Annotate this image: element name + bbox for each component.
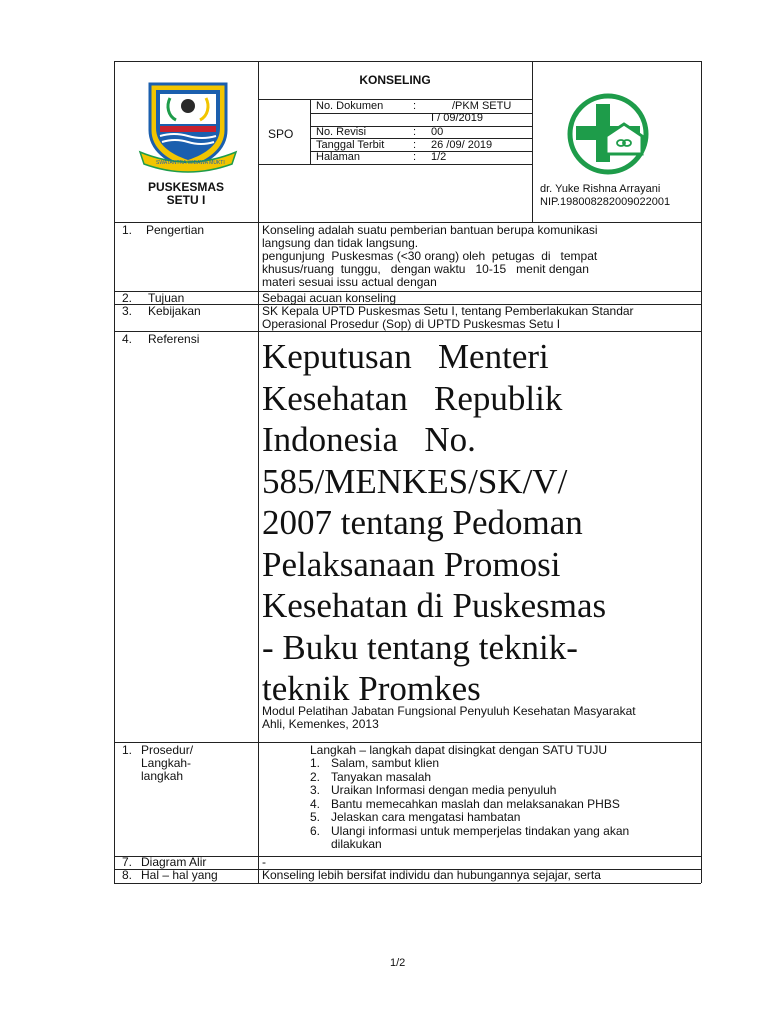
page-value: 1/2 bbox=[431, 151, 447, 163]
pengertian-line: khusus/ruang tunggu, dengan waktu 10-15 menit dengan bbox=[262, 262, 589, 276]
section-label: Kebijakan bbox=[148, 304, 201, 318]
doc-number-label: No. Dokumen bbox=[316, 100, 384, 112]
section-label: Langkah- bbox=[141, 756, 192, 770]
step-text: Uraikan Informasi dengan media penyuluh bbox=[331, 783, 557, 797]
section-number: 4. bbox=[122, 332, 133, 346]
prosedur-intro: Langkah – langkah dapat disingkat dengan SATU TUJU bbox=[310, 743, 608, 757]
issue-date-sep: : bbox=[413, 139, 417, 151]
step-number: 4. bbox=[310, 797, 321, 811]
org-name-line2: SETU I bbox=[166, 193, 206, 207]
section-label: Hal – hal yang bbox=[141, 868, 218, 882]
referensi-big-line: 2007 tentang Pedoman bbox=[262, 503, 583, 542]
doc-number-sep: : bbox=[413, 100, 417, 112]
page-label: Halaman bbox=[316, 151, 361, 163]
issue-date-label: Tanggal Terbit bbox=[316, 139, 385, 151]
page-number: 1/2 bbox=[390, 957, 406, 969]
section-label: Referensi bbox=[148, 332, 200, 346]
step-number: 1. bbox=[310, 756, 321, 770]
section-label: Diagram Alir bbox=[141, 855, 207, 869]
section-label: Tujuan bbox=[148, 291, 185, 305]
step-text: Bantu memecahkan maslah dan melaksanakan PHBS bbox=[331, 797, 620, 811]
signer-nip: NIP.198008282009022001 bbox=[540, 196, 671, 208]
referensi-big-line: Keputusan Menteri bbox=[262, 337, 549, 376]
pengertian-line: Konseling adalah suatu pemberian bantuan berupa komunikasi bbox=[262, 223, 598, 237]
referensi-big-line: Pelaksanaan Promosi bbox=[262, 544, 561, 584]
step-text: Ulangi informasi untuk memperjelas tindakan yang akan bbox=[331, 824, 630, 838]
step-text: Jelaskan cara mengatasi hambatan bbox=[331, 810, 521, 824]
step-number: 6. bbox=[310, 824, 321, 838]
referensi-big-line: 585/MENKES/SK/V/ bbox=[262, 461, 568, 501]
hal-text: Konseling lebih bersifat individu dan hubungannya sejajar, serta bbox=[262, 868, 601, 882]
doc-number-value: /PKM SETU bbox=[452, 100, 512, 112]
section-number: 7. bbox=[122, 855, 133, 869]
section-number: 1. bbox=[122, 743, 133, 757]
revision-value: 00 bbox=[431, 126, 444, 138]
spo-label: SPO bbox=[268, 127, 294, 141]
section-number: 2. bbox=[122, 291, 133, 305]
section-label: Prosedur/ bbox=[141, 743, 194, 757]
referensi-big-line: teknik Promkes bbox=[262, 669, 481, 708]
section-label: Pengertian bbox=[146, 223, 205, 237]
pengertian-line: materi sesuai issu actual dengan bbox=[262, 275, 437, 289]
pengertian-line: pengunjung Puskesmas (<30 orang) oleh petugas di tempat bbox=[262, 249, 598, 263]
section-label: langkah bbox=[141, 769, 184, 783]
step-text: Tanyakan masalah bbox=[331, 770, 432, 784]
diagram-text: - bbox=[262, 855, 266, 869]
step-text: Salam, sambut klien bbox=[331, 756, 440, 770]
page-sep: : bbox=[413, 151, 417, 163]
step-number: 5. bbox=[310, 810, 321, 824]
pengertian-line: langsung dan tidak langsung. bbox=[262, 236, 419, 250]
org-name-line1: PUSKESMAS bbox=[147, 180, 224, 194]
step-text-cont: dilakukan bbox=[331, 837, 382, 851]
doc-number-value-cont: I / 09/2019 bbox=[431, 112, 483, 124]
puskesmas-logo-icon bbox=[566, 92, 650, 176]
referensi-small-line: Modul Pelatihan Jabatan Fungsional Penyuluh Kesehatan Masyarakat bbox=[262, 704, 636, 718]
step-number: 3. bbox=[310, 783, 321, 797]
kebijakan-line: Operasional Prosedur (Sop) di UPTD Puskesmas Setu I bbox=[262, 317, 561, 331]
referensi-big-line: Kesehatan Republik bbox=[262, 378, 563, 418]
seal-ribbon-text: SWATANTRA WIBAWA MUKTI bbox=[156, 160, 225, 166]
tujuan-text: Sebagai acuan konseling bbox=[262, 291, 397, 305]
revision-sep: : bbox=[413, 126, 417, 138]
issue-date-value: 26 /09/ 2019 bbox=[431, 139, 493, 151]
referensi-small-line: Ahli, Kemenkes, 2013 bbox=[262, 717, 379, 731]
referensi-big-line: Indonesia No. bbox=[262, 420, 476, 459]
signer-name: dr. Yuke Rishna Arrayani bbox=[540, 183, 661, 195]
referensi-big-line: - Buku tentang teknik- bbox=[262, 627, 578, 667]
document-title: KONSELING bbox=[359, 73, 431, 87]
section-number: 3. bbox=[122, 304, 133, 318]
section-number: 8. bbox=[122, 868, 133, 882]
referensi-big-line: Kesehatan di Puskesmas bbox=[262, 586, 607, 625]
kebijakan-line: SK Kepala UPTD Puskesmas Setu I, tentang Pemberlakukan Standar bbox=[262, 304, 634, 318]
revision-label: No. Revisi bbox=[316, 126, 367, 138]
step-number: 2. bbox=[310, 770, 321, 784]
section-number: 1. bbox=[122, 223, 133, 237]
